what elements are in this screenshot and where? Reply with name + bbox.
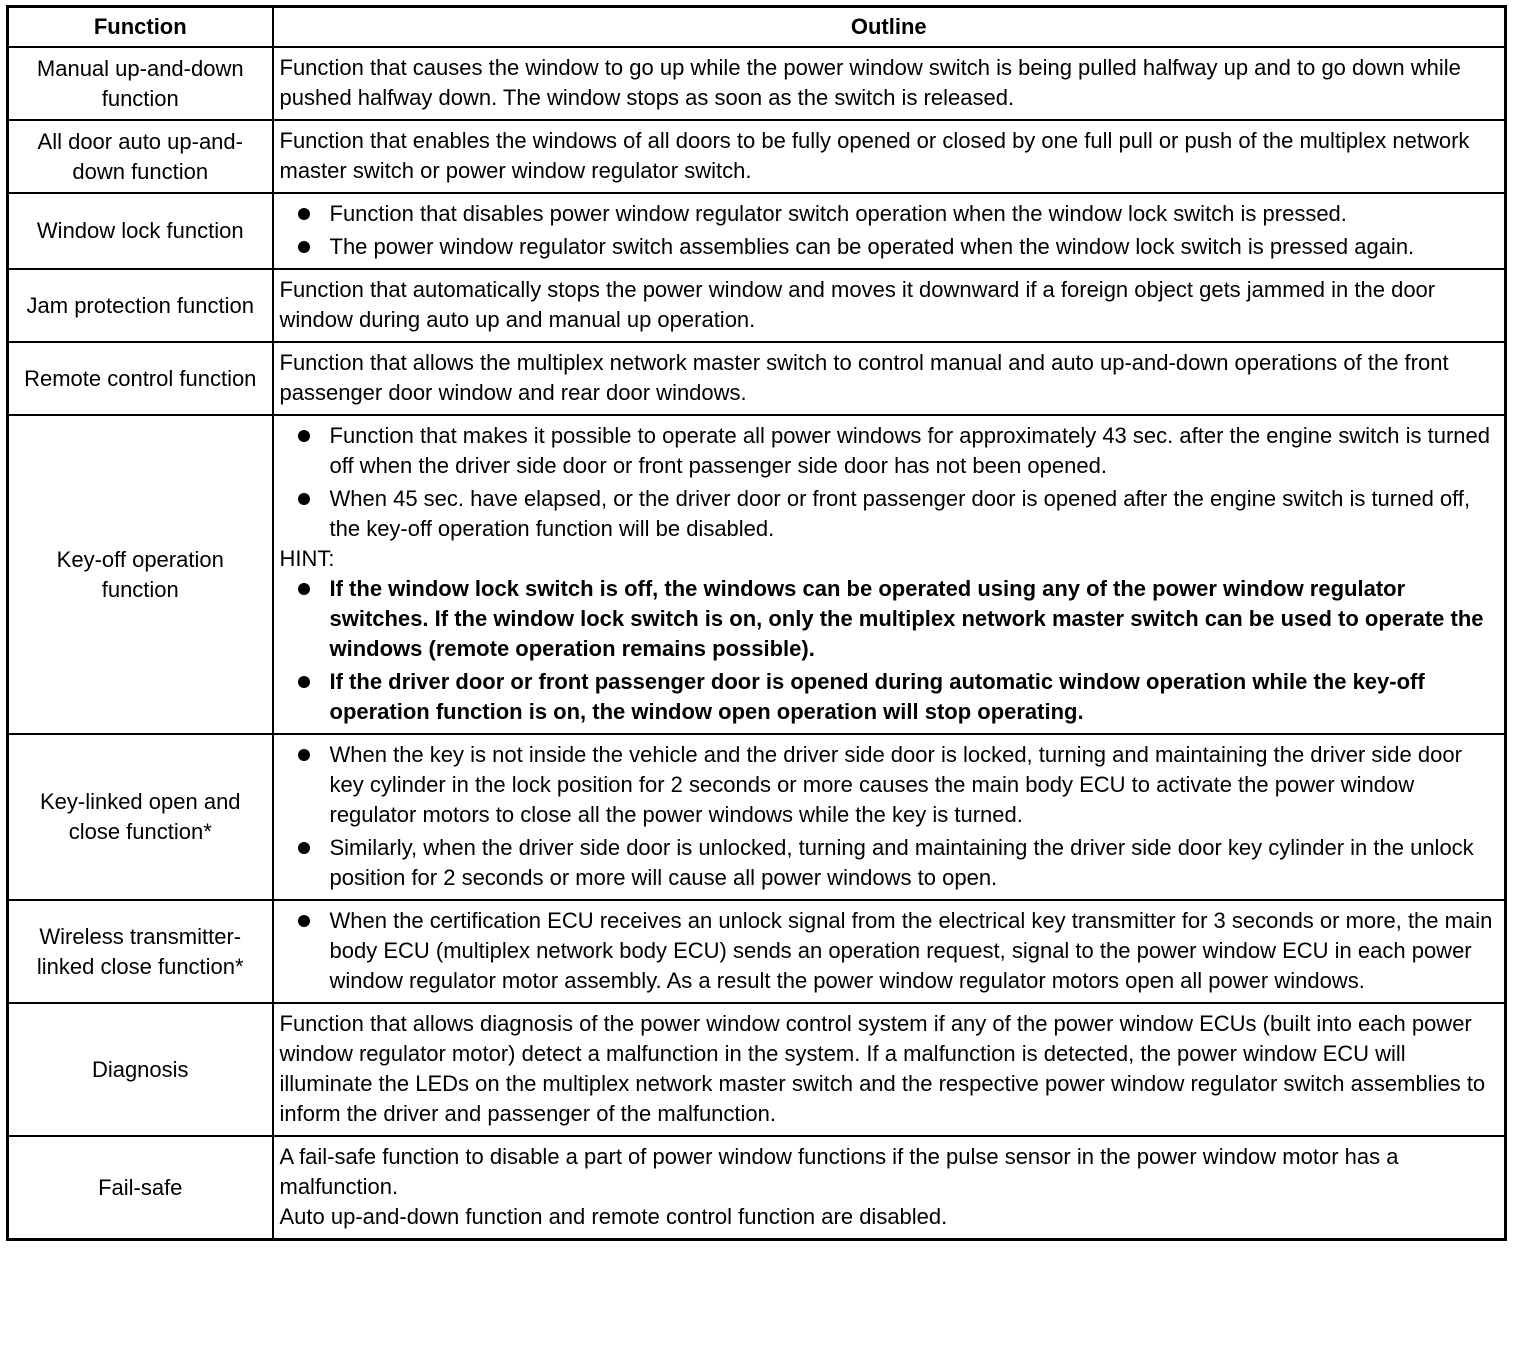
function-cell: Fail-safe	[8, 1136, 273, 1240]
table-row	[8, 269, 1506, 342]
bullet-icon	[298, 583, 310, 595]
table-row	[8, 900, 1506, 1003]
table-header-row	[8, 7, 1506, 48]
bullet-icon	[298, 208, 310, 220]
function-cell: Jam protection function	[8, 269, 273, 342]
outline-cell	[273, 900, 1506, 1003]
bullet-text: Function that makes it possible to operate all power windows for approximately 43 sec. after the engine switch is turned off when the driver side door or front passenger side door has not been opened.	[329, 423, 1490, 478]
bullet-icon	[298, 430, 310, 442]
outline-cell: Function that allows diagnosis of the power window control system if any of the power window ECUs (built into each power window regulator motor) detect a malfunction in the system. If a malfunction is detected, the power window ECU will illuminate the LEDs on the multiplex network master switch and the respective power window regulator switch assemblies to inform the driver and passenger of the malfunction.	[273, 1003, 1506, 1136]
column-header-function: Function	[8, 7, 273, 48]
bullet-text: The power window regulator switch assemblies can be operated when the window lock switch is pressed again.	[329, 234, 1415, 259]
outline-cell	[273, 734, 1506, 900]
table-row	[8, 1136, 1506, 1240]
outline-cell: Function that enables the windows of all doors to be fully opened or closed by one full pull or push of the multiplex network master switch or power window regulator switch.	[273, 120, 1506, 193]
bullet-item	[280, 484, 1497, 544]
function-cell: Wireless transmitter-linked close function*	[8, 900, 273, 1003]
bullet-icon	[298, 241, 310, 253]
bullet-item	[280, 421, 1497, 481]
bullet-item	[280, 833, 1497, 893]
bullet-text: Similarly, when the driver side door is unlocked, turning and maintaining the driver side door key cylinder in the unlock position for 2 seconds or more will cause all power windows to open.	[329, 835, 1474, 890]
bullet-text: If the driver door or front passenger door is opened during automatic window operation while the key-off operation function is on, the window open operation will stop operating.	[329, 669, 1425, 724]
bullet-text: If the window lock switch is off, the windows can be operated using any of the power window regulator switches. If the window lock switch is on, only the multiplex network master switch can be used to operate the windows (remote operation remains possible).	[329, 576, 1484, 661]
function-cell: Remote control function	[8, 342, 273, 415]
table-row	[8, 193, 1506, 269]
table-row	[8, 120, 1506, 193]
bullet-item	[280, 199, 1497, 229]
column-header-outline: Outline	[273, 7, 1506, 48]
table-row	[8, 342, 1506, 415]
outline-line: A fail-safe function to disable a part of power window functions if the pulse sensor in the power window motor has a malfunction.	[279, 1144, 1399, 1199]
function-cell: Diagnosis	[8, 1003, 273, 1136]
bullet-icon	[298, 749, 310, 761]
outline-cell: Function that causes the window to go up while the power window switch is being pulled halfway up and to go down while pushed halfway down. The window stops as soon as the switch is released.	[273, 47, 1506, 120]
bullet-list	[280, 740, 1497, 893]
bullet-text: When 45 sec. have elapsed, or the driver door or front passenger door is opened after the engine switch is turned off, the key-off operation function will be disabled.	[329, 486, 1471, 541]
hint-label: HINT:	[279, 546, 335, 571]
function-outline-table	[6, 5, 1507, 1241]
bullet-list	[280, 906, 1497, 996]
table-row	[8, 415, 1506, 734]
bullet-item	[280, 906, 1497, 996]
function-cell: All door auto up-and-down function	[8, 120, 273, 193]
outline-cell: Function that allows the multiplex network master switch to control manual and auto up-and-down operations of the front passenger door window and rear door windows.	[273, 342, 1506, 415]
bullet-text: When the key is not inside the vehicle and the driver side door is locked, turning and maintaining the driver side door key cylinder in the lock position for 2 seconds or more causes the main body ECU to activate the power window regulator motors to close all the power windows while the key is turned.	[329, 742, 1462, 827]
bullet-list	[280, 199, 1497, 262]
table-row	[8, 47, 1506, 120]
bullet-item	[280, 667, 1497, 727]
bullet-item	[280, 574, 1497, 664]
function-cell: Manual up-and-down function	[8, 47, 273, 120]
outline-line: Auto up-and-down function and remote control function are disabled.	[279, 1204, 948, 1229]
bullet-text: When the certification ECU receives an unlock signal from the electrical key transmitter for 3 seconds or more, the main body ECU (multiplex network body ECU) sends an operation request, signal to the power window ECU in each power window regulator motor assembly. As a result the power window regulator motors open all power windows.	[329, 908, 1493, 993]
bullet-list	[280, 421, 1497, 544]
bullet-item	[280, 740, 1497, 830]
function-cell: Window lock function	[8, 193, 273, 269]
outline-cell	[273, 415, 1506, 734]
bullet-icon	[298, 842, 310, 854]
bullet-icon	[298, 915, 310, 927]
function-cell: Key-linked open and close function*	[8, 734, 273, 900]
table-row	[8, 1003, 1506, 1136]
bullet-text: Function that disables power window regulator switch operation when the window lock switch is pressed.	[329, 201, 1347, 226]
bullet-item	[280, 232, 1497, 262]
outline-cell: Function that automatically stops the power window and moves it downward if a foreign object gets jammed in the door window during auto up and manual up operation.	[273, 269, 1506, 342]
bullet-icon	[298, 676, 310, 688]
table-row	[8, 734, 1506, 900]
bullet-icon	[298, 493, 310, 505]
outline-cell	[273, 193, 1506, 269]
hint-bullet-list	[280, 574, 1497, 727]
outline-cell	[273, 1136, 1506, 1240]
function-cell: Key-off operation function	[8, 415, 273, 734]
